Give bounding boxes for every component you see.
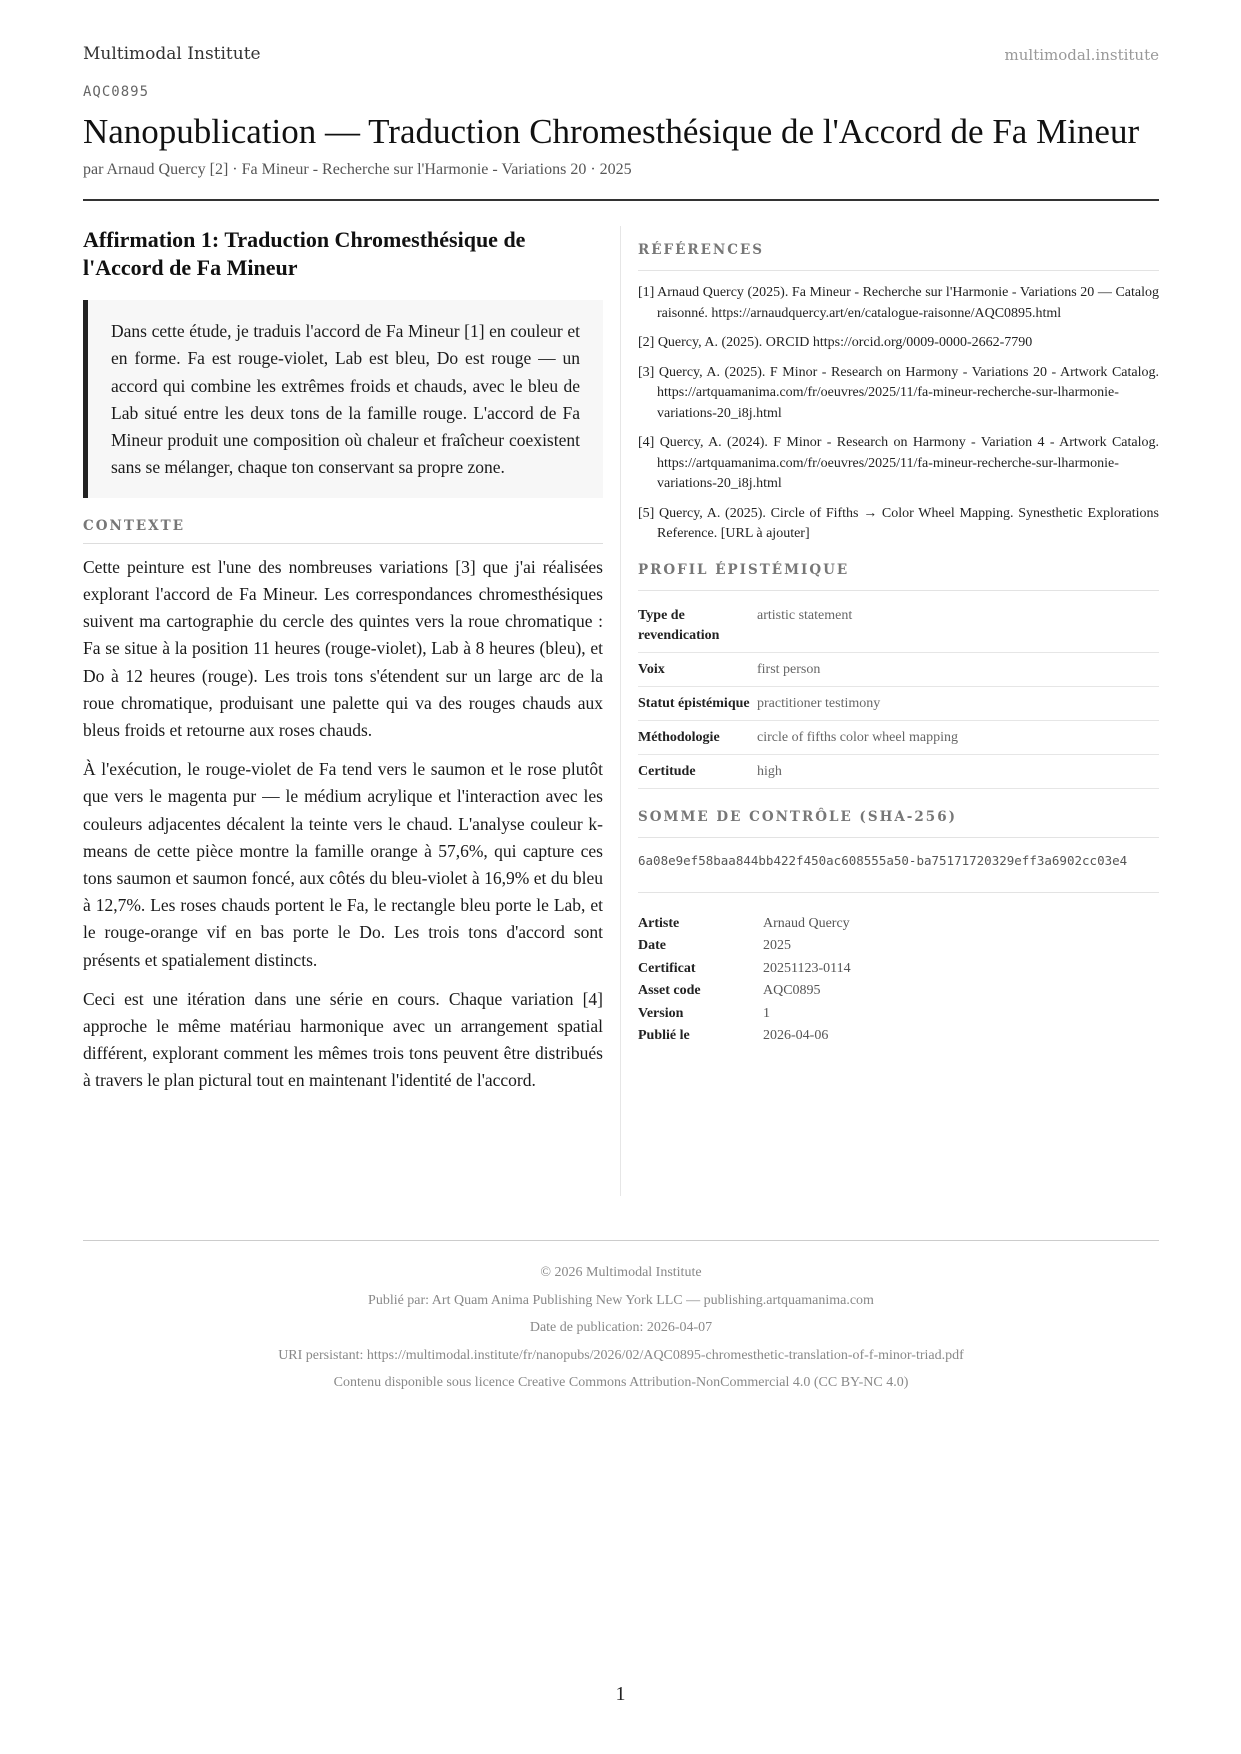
header-divider: [83, 199, 1159, 201]
table-row: [638, 599, 1159, 653]
metadata-table: [638, 913, 1159, 1049]
institute-name: Multimodal Institute: [83, 44, 261, 64]
references-list: [638, 283, 1159, 545]
reference-item: [3] Quercy, A. (2025). F Minor - Research on Harmony - Variations 20 - Artwork Catalog. https://artquamanima.com/fr/oeuvres/2025/11/fa-mineur-recherche-sur-lharmonie-variations-20_i8j.html: [638, 364, 1159, 421]
meta-value: 2025: [763, 938, 791, 954]
context-heading: CONTEXTE: [83, 518, 603, 544]
claim-title: Affirmation 1: Traduction Chromesthésique de l'Accord de Fa Mineur: [83, 227, 526, 280]
epistemic-value: practitioner testimony: [757, 686, 1159, 720]
meta-value: 20251123-0114: [763, 960, 851, 976]
top-bar: [83, 44, 1159, 68]
checksum-value: 6a08e9ef58baa844bb422f450ac608555a50-ba75171720329eff3a6902cc03e4: [638, 851, 1159, 893]
epistemic-value: first person: [757, 652, 1159, 686]
reference-item: [1] Arnaud Quercy (2025). Fa Mineur - Recherche sur l'Harmonie - Variations 20 — Catalog raisonné. https://arnaudquercy.art/en/catalogue-raisonne/AQC0895.html: [638, 285, 1159, 321]
reference-item: [5] Quercy, A. (2025). Circle of Fifths → Color Wheel Mapping. Synesthetic Explorations Reference. [URL à ajouter]: [638, 505, 1159, 541]
table-row: [638, 935, 1159, 958]
footer-persistent-uri: URI persistant: https://multimodal.institute/fr/nanopubs/2026/02/AQC0895-chromesthetic-translation-of-f-minor-triad.pdf: [278, 1347, 964, 1363]
asset-id: AQC0895: [83, 84, 150, 100]
table-row: [638, 1003, 1159, 1026]
footer-license: Contenu disponible sous licence Creative Commons Attribution-NonCommercial 4.0 (CC BY-NC 4.0): [333, 1375, 909, 1391]
checksum-heading: SOMME DE CONTRÔLE (SHA-256): [638, 809, 1159, 838]
meta-key: Date: [638, 938, 666, 954]
table-row: [638, 913, 1159, 936]
table-row: [638, 720, 1159, 754]
meta-key: Artiste: [638, 915, 680, 931]
meta-value: 2026-04-06: [763, 1028, 829, 1044]
page-footer: [83, 1240, 1159, 1397]
context-paragraph: Ceci est une itération dans une série en cours. Chaque variation [4] approche le même matériau harmonique avec un arrangement spatial différent, explorant comment les mêmes trois tons peuvent être distribués à travers le plan pictural tout en maintenant l'identité de l'accord.: [83, 988, 603, 1091]
epistemic-table: [638, 599, 1159, 789]
table-row: [638, 754, 1159, 788]
epistemic-value: circle of fifths color wheel mapping: [757, 720, 1159, 754]
context-paragraph: À l'exécution, le rouge-violet de Fa tend vers le saumon et le rose plutôt que vers le magenta pur — le médium acrylique et l'interaction avec les couleurs adjacentes décalent la teinte vers le chaud. L'analyse couleur k-means de cette pièce montre la famille orange à 57,6%, qui capture ces tons saumon et saumon foncé, aux côtés du bleu-violet à 16,9% et du bleu à 12,7%. Les roses chauds portent le Fa, le rectangle bleu porte le Lab, et le rouge-orange vif en bas porte le Do. Les trois tons d'accord sont présents et spatialement distincts.: [83, 759, 603, 970]
institute-domain: multimodal.institute: [1004, 46, 1159, 64]
epistemic-key: Méthodologie: [638, 720, 757, 754]
table-row: [638, 980, 1159, 1003]
meta-key: Asset code: [638, 983, 701, 999]
page-number: 1: [615, 1683, 626, 1705]
footer-copyright: © 2026 Multimodal Institute: [540, 1265, 702, 1280]
meta-key: Publié le: [638, 1028, 690, 1044]
table-row: [638, 958, 1159, 981]
meta-value: Arnaud Quercy: [763, 915, 850, 931]
page-title: Nanopublication — Traduction Chromesthésique de l'Accord de Fa Mineur: [83, 112, 1140, 151]
footer-publication-date: Date de publication: 2026-04-07: [529, 1320, 713, 1336]
footer-publisher: Publié par: Art Quam Anima Publishing New York LLC — publishing.artquamanima.com: [368, 1292, 874, 1308]
side-column: [638, 242, 1159, 1048]
epistemic-key: Statut épistémique: [638, 686, 757, 720]
epistemic-value: artistic statement: [757, 599, 1159, 653]
epistemic-heading: PROFIL ÉPISTÉMIQUE: [638, 562, 1159, 591]
epistemic-key: Type de revendication: [638, 599, 757, 653]
table-row: [638, 652, 1159, 686]
epistemic-value: high: [757, 754, 1159, 788]
references-heading: RÉFÉRENCES: [638, 242, 1159, 271]
claim-quote: Dans cette étude, je traduis l'accord de Fa Mineur [1] en couleur et en forme. Fa est rouge-violet, Lab est bleu, Do est rouge — un accord qui combine les extrêmes froids et chauds, avec le bleu de Lab situé entre les deux tons de la famille rouge. L'accord de Fa Mineur produit une composition où chaleur et fraîcheur coexistent sans se mélanger, chaque ton conservant sa propre zone.: [83, 300, 603, 498]
table-row: [638, 1025, 1159, 1048]
meta-key: Certificat: [638, 960, 696, 976]
meta-value: 1: [763, 1005, 770, 1021]
table-row: [638, 686, 1159, 720]
byline: par Arnaud Quercy [2] · Fa Mineur - Recherche sur l'Harmonie - Variations 20 · 2025: [83, 161, 632, 178]
epistemic-key: Voix: [638, 652, 757, 686]
context-paragraph: Cette peinture est l'une des nombreuses variations [3] que j'ai réalisées explorant l'accord de Fa Mineur. Les correspondances chromesthésiques suivent ma cartographie du cercle des quintes vers la roue chromatique : Fa se situe à la position 11 heures (rouge-violet), Lab à 8 heures (bleu), et Do à 12 heures (rouge). Les trois tons s'étendent sur un large arc de la roue chromatique, produisant une palette qui va des rouges chauds aux bleus froids et retourne aux roses chauds.: [83, 556, 603, 740]
reference-item: [4] Quercy, A. (2024). F Minor - Research on Harmony - Variation 4 - Artwork Catalog. https://artquamanima.com/fr/oeuvres/2025/11/fa-mineur-recherche-sur-lharmonie-variations-20_i8j.html: [638, 435, 1159, 491]
meta-key: Version: [638, 1005, 684, 1021]
meta-value: AQC0895: [763, 983, 821, 999]
column-divider: [620, 226, 621, 1196]
main-column: [83, 226, 603, 1095]
epistemic-key: Certitude: [638, 754, 757, 788]
reference-item: [2] Quercy, A. (2025). ORCID https://orcid.org/0009-0000-2662-7790: [638, 335, 1033, 350]
